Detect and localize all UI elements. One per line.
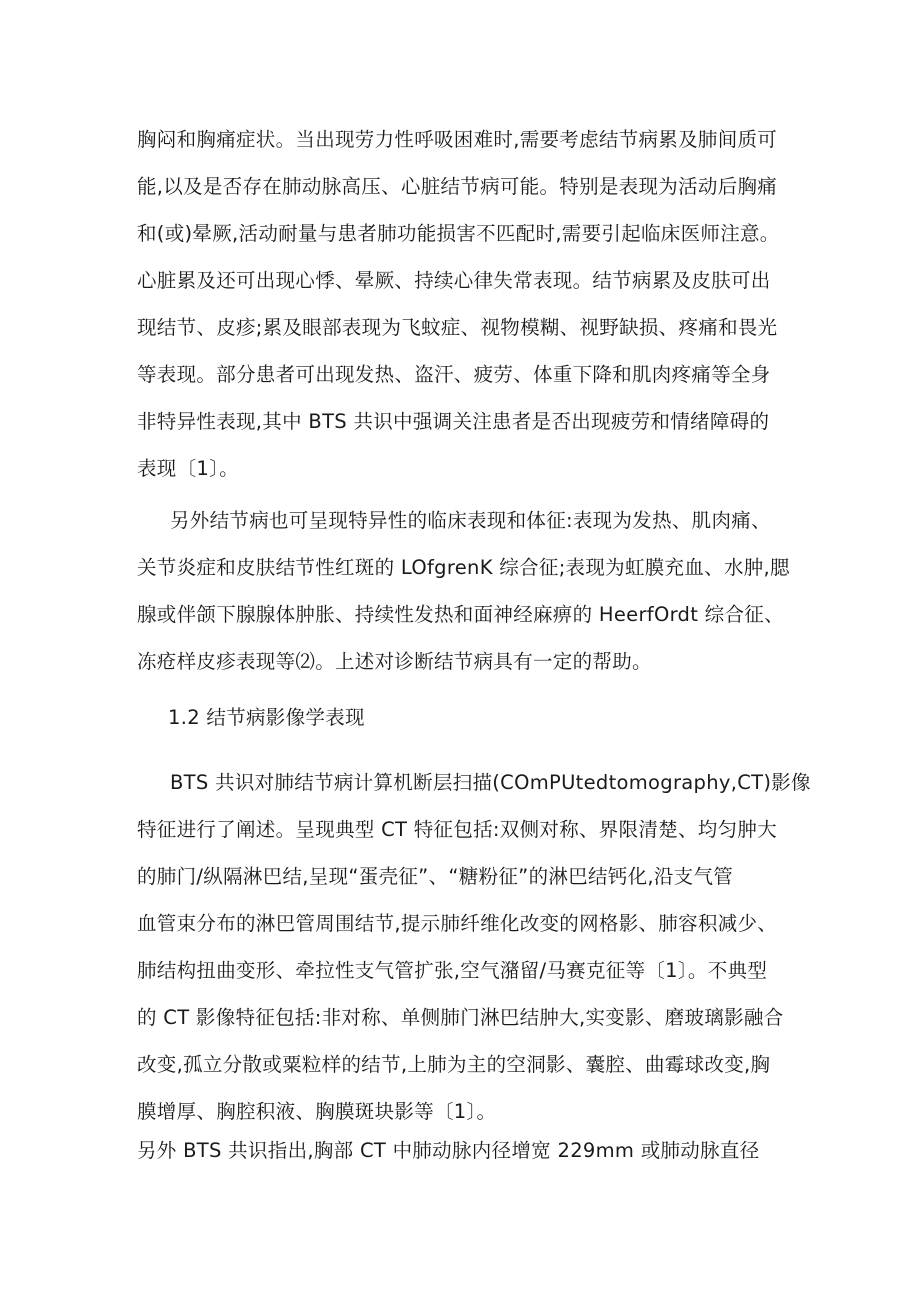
text-line: 膜增厚、胸腔积液、胸膜斑块影等〔1〕。: [137, 1100, 497, 1123]
text-line: 和(或)晕厥,活动耐量与患者肺功能损害不匹配时,需要引起临床医师注意。: [137, 222, 780, 245]
text-line: 关节炎症和皮肤结节性红斑的 LOfgrenK 综合征;表现为虹膜充血、水肿,腮: [137, 556, 790, 579]
section-heading: 1.2 结节病影像学表现: [168, 706, 365, 729]
text-line: 血管束分布的淋巴管周围结节,提示肺纤维化改变的网格影、肺容积减少、: [137, 912, 778, 935]
text-line: 非特异性表现,其中 BTS 共识中强调关注患者是否出现疲劳和情绪障碍的: [137, 410, 770, 433]
paragraph-start-line: BTS 共识对肺结节病计算机断层扫描(COmPUtedtomography,CT)影像: [170, 771, 811, 794]
text-line: 心脏累及还可出现心悸、晕厥、持续心律失常表现。结节病累及皮肤可出: [137, 269, 771, 292]
text-line: 的 CT 影像特征包括:非对称、单侧肺门淋巴结肿大,实变影、磨玻璃影融合: [137, 1006, 784, 1029]
paragraph-start-line: 另外结节病也可呈现特异性的临床表现和体征:表现为发热、肌肉痛、: [170, 509, 771, 532]
text-line: 等表现。部分患者可出现发热、盗汗、疲劳、体重下降和肌肉疼痛等全身: [137, 363, 771, 386]
text-line: 特征进行了阐述。呈现典型 CT 特征包括:双侧对称、界限清楚、均匀肿大: [137, 818, 777, 841]
text-line: 表现〔1〕。: [137, 457, 239, 480]
text-line: 改变,孤立分散或粟粒样的结节,上肺为主的空洞影、囊腔、曲霉球改变,胸: [137, 1053, 771, 1076]
text-line: 腺或伴颌下腺腺体肿胀、持续性发热和面神经麻痹的 HeerfOrdt 综合征、: [137, 603, 784, 626]
text-line: 的肺门/纵隔淋巴结,呈现“蛋壳征”、“糖粉征”的淋巴结钙化,沿支气管: [137, 865, 734, 888]
text-line: 另外 BTS 共识指出,胸部 CT 中肺动脉内径增宽 229mm 或肺动脉直径: [137, 1139, 760, 1162]
text-line: 冻疮样皮疹表现等⑵。上述对诊断结节病具有一定的帮助。: [137, 650, 652, 673]
text-line: 胸闷和胸痛症状。当出现劳力性呼吸困难时,需要考虑结节病累及肺间质可: [137, 128, 778, 151]
text-line: 现结节、皮疹;累及眼部表现为飞蚊症、视物模糊、视野缺损、疼痛和畏光: [137, 316, 778, 339]
text-line: 肺结构扭曲变形、牵拉性支气管扩张,空气潴留/马赛克征等〔1〕。不典型: [137, 959, 768, 982]
text-line: 能,以及是否存在肺动脉高压、心脏结节病可能。特别是表现为活动后胸痛: [137, 175, 778, 198]
